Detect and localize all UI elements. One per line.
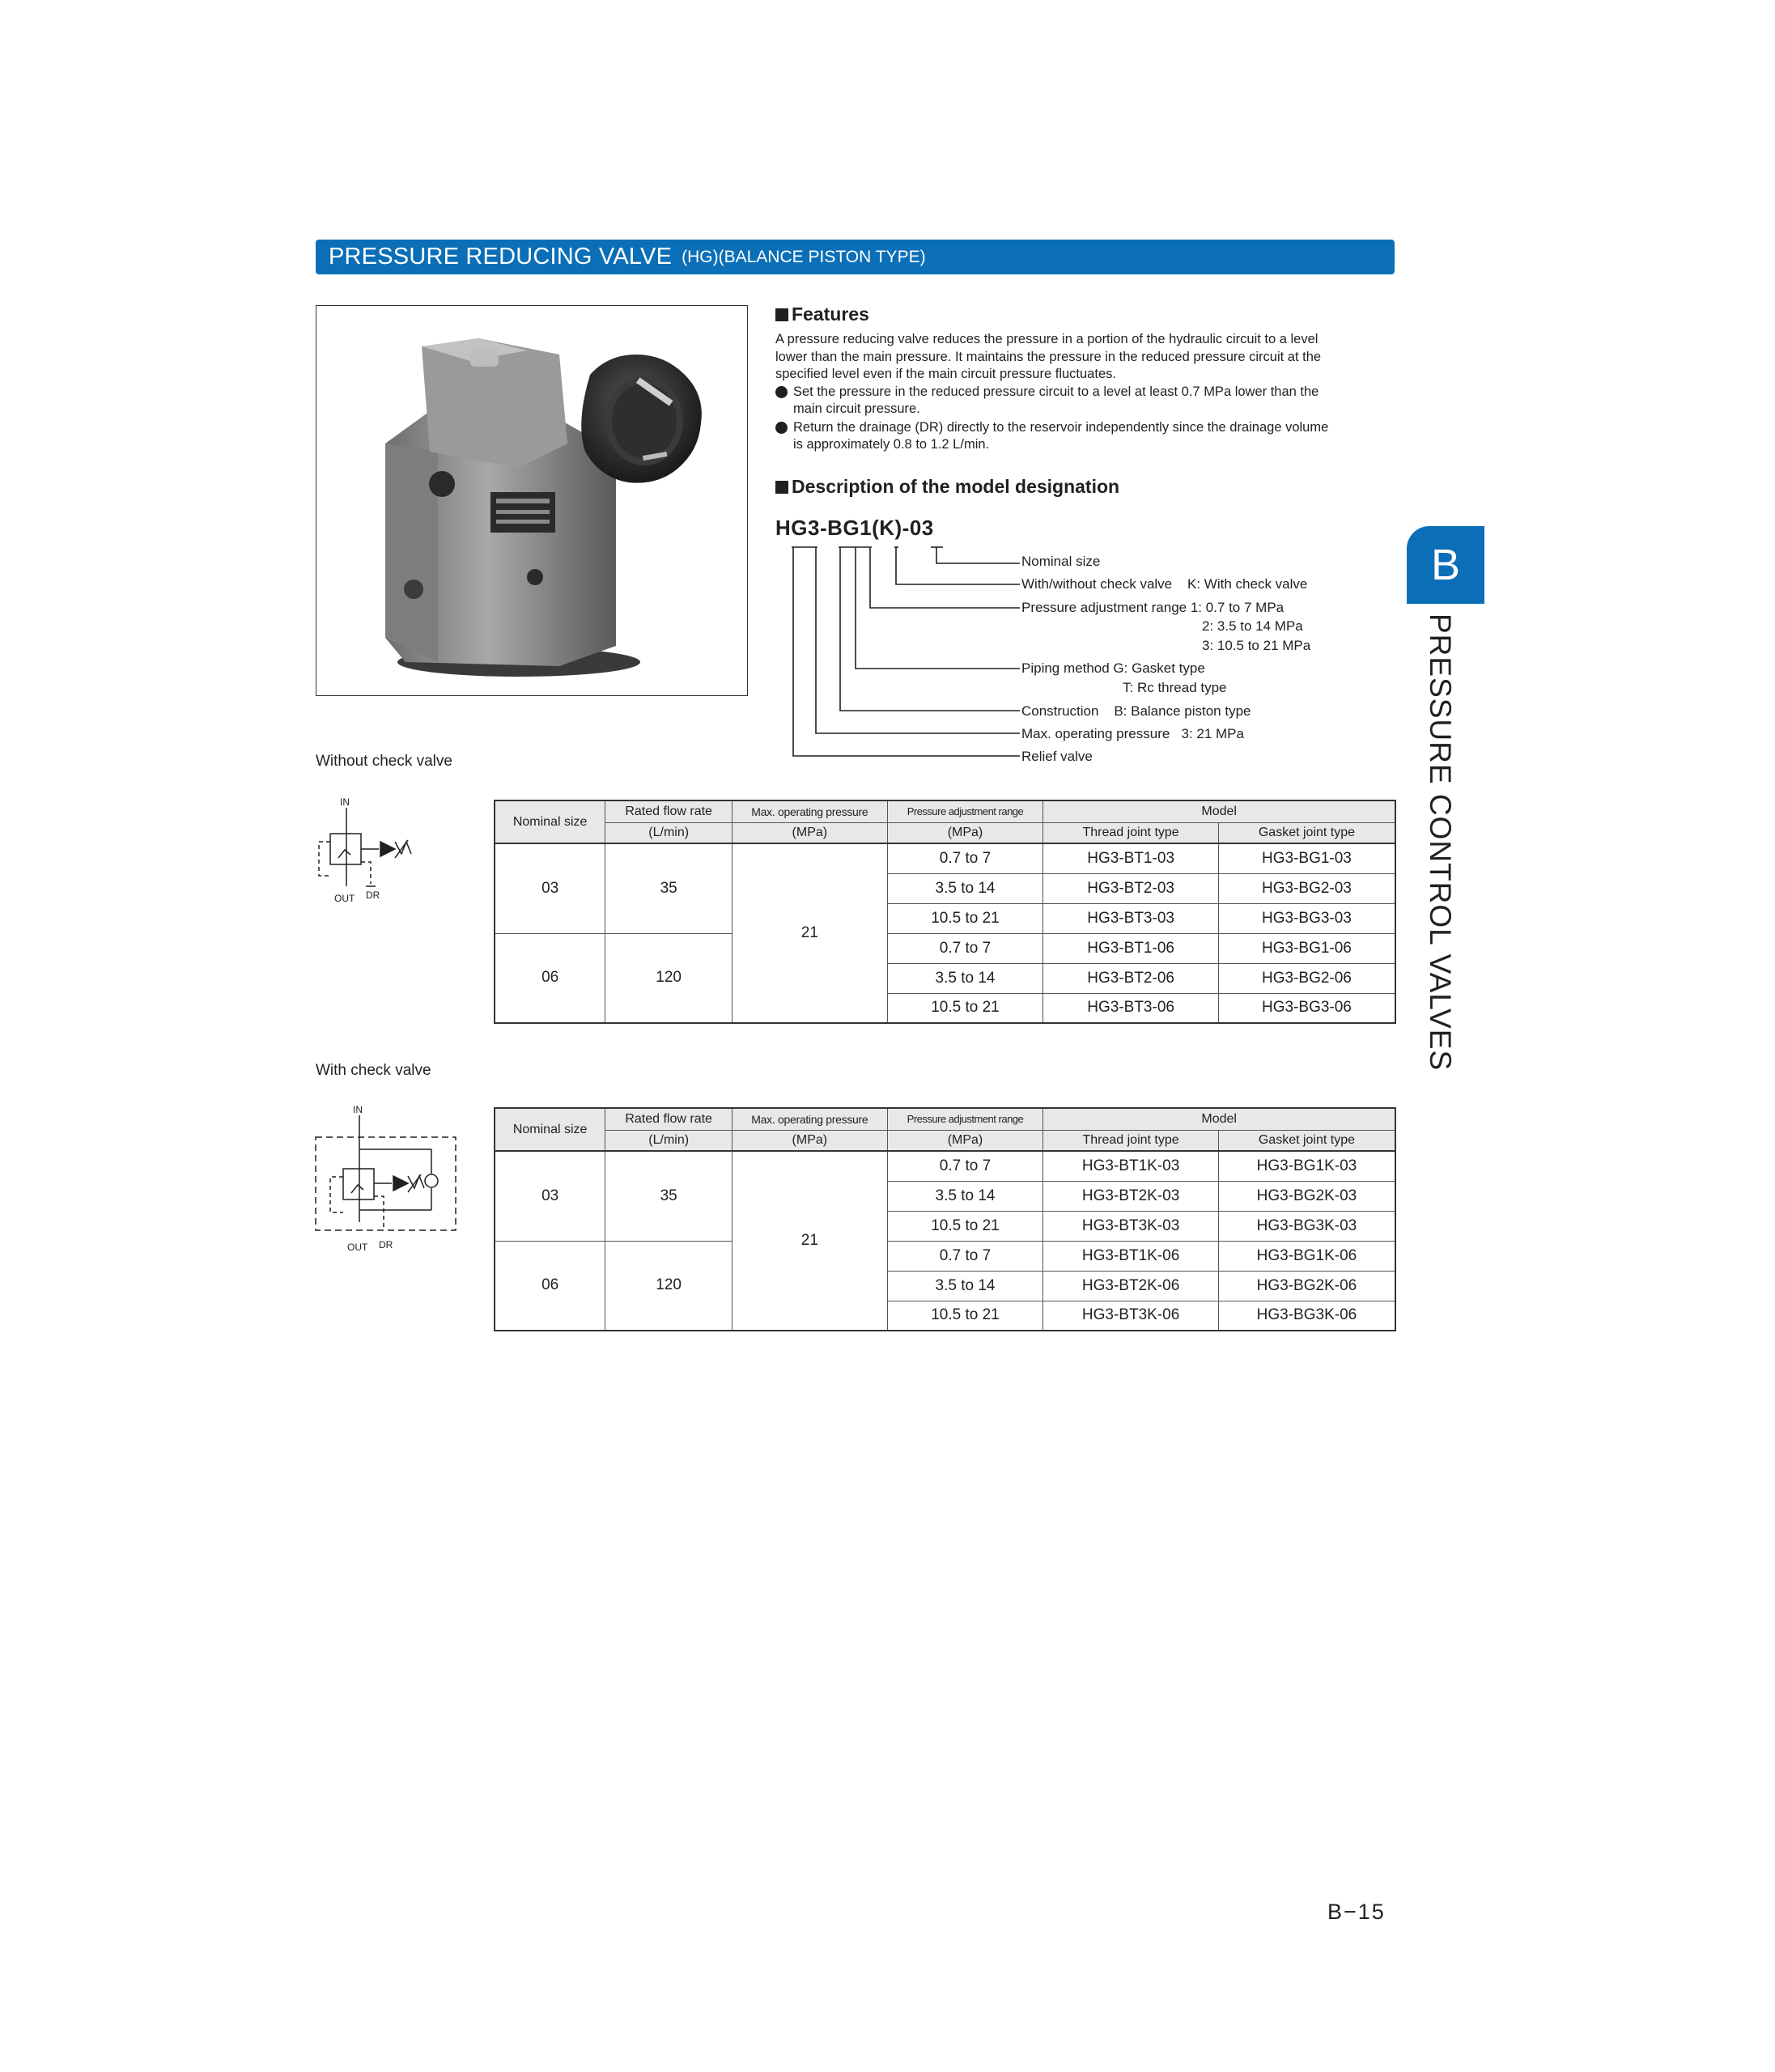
header-nominal-size: Nominal size — [495, 1108, 605, 1151]
desig-pressure-range-2: 2: 3.5 to 14 MPa — [1202, 618, 1303, 634]
header-flow-unit: (L/min) — [605, 822, 733, 843]
desig-piping-method: Piping method G: Gasket type — [1021, 660, 1205, 676]
cell-gasket-model: HG3-BG3-03 — [1218, 903, 1395, 933]
bullet-dot-icon — [775, 422, 788, 434]
header-nominal-size: Nominal size — [495, 800, 605, 843]
page-title: PRESSURE REDUCING VALVE — [329, 244, 673, 270]
caption-with-check: With check valve — [316, 1062, 431, 1079]
caption-without-check: Without check valve — [316, 753, 452, 770]
symbol-out-label: OUT — [334, 893, 355, 904]
header-adjustment-range: Pressure adjustment range — [887, 800, 1043, 822]
cell-thread-model: HG3-BT3K-06 — [1043, 1301, 1219, 1331]
square-bullet-icon — [775, 308, 788, 321]
designation-leader-lines — [769, 541, 1028, 767]
header-adj-unit: (MPa) — [887, 1130, 1043, 1151]
hydraulic-symbol-with-check — [306, 1101, 468, 1263]
designation-heading: Description of the model designation — [775, 476, 1119, 498]
cell-range: 0.7 to 7 — [887, 933, 1043, 963]
cell-max-pressure: 21 — [733, 1151, 888, 1331]
desig-pressure-range-3: 3: 10.5 to 21 MPa — [1202, 638, 1311, 653]
header-adjustment-range: Pressure adjustment range — [887, 1108, 1043, 1130]
cell-gasket-model: HG3-BG2K-06 — [1218, 1271, 1395, 1301]
table-row — [495, 1241, 1395, 1271]
table-row — [495, 843, 1395, 873]
header-flow: Rated flow rate — [605, 1108, 733, 1130]
model-code: HG3-BG1(K)-03 — [775, 516, 934, 540]
header-model: Model — [1043, 800, 1395, 822]
table-row — [495, 1151, 1395, 1181]
header-thread: Thread joint type — [1043, 822, 1219, 843]
hydraulic-symbol-without-check — [306, 793, 427, 906]
header-model: Model — [1043, 1108, 1395, 1130]
cell-thread-model: HG3-BT3-03 — [1043, 903, 1219, 933]
cell-gasket-model: HG3-BG1K-06 — [1218, 1241, 1395, 1271]
cell-max-pressure: 21 — [733, 843, 888, 1023]
cell-flow: 120 — [605, 1241, 733, 1331]
cell-thread-model: HG3-BT3-06 — [1043, 993, 1219, 1023]
cell-gasket-model: HG3-BG1K-03 — [1218, 1151, 1395, 1181]
header-max-pressure: Max. operating pressure — [733, 1108, 888, 1130]
desig-relief-valve: Relief valve — [1021, 749, 1093, 764]
page-subtitle: (HG)(BALANCE PISTON TYPE) — [682, 247, 926, 266]
header-gasket: Gasket joint type — [1218, 1130, 1395, 1151]
cell-flow: 120 — [605, 933, 733, 1023]
cell-gasket-model: HG3-BG1-03 — [1218, 843, 1395, 873]
cell-thread-model: HG3-BT1-06 — [1043, 933, 1219, 963]
cell-gasket-model: HG3-BG2K-03 — [1218, 1181, 1395, 1211]
cell-thread-model: HG3-BT1-03 — [1043, 843, 1219, 873]
header-thread: Thread joint type — [1043, 1130, 1219, 1151]
desig-piping-method-t: T: Rc thread type — [1123, 680, 1227, 695]
spec-table-without-check — [494, 800, 1396, 1024]
cell-thread-model: HG3-BT1K-06 — [1043, 1241, 1219, 1271]
cell-size: 06 — [495, 1241, 605, 1331]
cell-gasket-model: HG3-BG1-06 — [1218, 933, 1395, 963]
header-pressure-unit: (MPa) — [733, 822, 888, 843]
cell-gasket-model: HG3-BG3K-03 — [1218, 1211, 1395, 1241]
desig-construction: Construction B: Balance piston type — [1021, 703, 1251, 719]
cell-thread-model: HG3-BT1K-03 — [1043, 1151, 1219, 1181]
feature-bullet: Return the drainage (DR) directly to the reservoir independently since the drainage volume is approximately 0.8 to 1.2 L/min. — [775, 419, 1399, 453]
cell-range: 10.5 to 21 — [887, 1301, 1043, 1331]
cell-flow: 35 — [605, 1151, 733, 1241]
page-number: B−15 — [1327, 1900, 1386, 1924]
cell-thread-model: HG3-BT2K-03 — [1043, 1181, 1219, 1211]
features-heading: Features — [775, 304, 869, 325]
cell-thread-model: HG3-BT2K-06 — [1043, 1271, 1219, 1301]
header-gasket: Gasket joint type — [1218, 822, 1395, 843]
header-pressure-unit: (MPa) — [733, 1130, 888, 1151]
cell-thread-model: HG3-BT2-06 — [1043, 963, 1219, 993]
section-tab: B — [1407, 526, 1484, 604]
cell-range: 10.5 to 21 — [887, 903, 1043, 933]
square-bullet-icon — [775, 481, 788, 494]
desig-check-valve: With/without check valve K: With check valve — [1021, 576, 1308, 592]
symbol-dr-label: DR — [379, 1239, 393, 1250]
header-flow-unit: (L/min) — [605, 1130, 733, 1151]
symbol-in-label: IN — [353, 1104, 363, 1115]
symbol-out-label: OUT — [347, 1242, 368, 1253]
symbol-dr-label: DR — [366, 890, 380, 901]
cell-range: 10.5 to 21 — [887, 993, 1043, 1023]
features-intro: A pressure reducing valve reduces the pressure in a portion of the hydraulic circuit to a level lower than the main pressure. It maintains the pressure in the reduced pressure circuit at the specified level even if the main circuit pressure fluctuates. — [775, 332, 1322, 381]
cell-thread-model: HG3-BT2-03 — [1043, 873, 1219, 903]
cell-range: 3.5 to 14 — [887, 963, 1043, 993]
valve-image — [316, 306, 747, 695]
cell-size: 03 — [495, 843, 605, 933]
header-max-pressure: Max. operating pressure — [733, 800, 888, 822]
desig-max-pressure: Max. operating pressure 3: 21 MPa — [1021, 726, 1244, 741]
header-adj-unit: (MPa) — [887, 822, 1043, 843]
cell-gasket-model: HG3-BG3-06 — [1218, 993, 1395, 1023]
cell-flow: 35 — [605, 843, 733, 933]
spec-table-with-check — [494, 1107, 1396, 1331]
cell-thread-model: HG3-BT3K-03 — [1043, 1211, 1219, 1241]
symbol-in-label: IN — [340, 796, 350, 808]
cell-range: 3.5 to 14 — [887, 1181, 1043, 1211]
cell-range: 10.5 to 21 — [887, 1211, 1043, 1241]
cell-size: 06 — [495, 933, 605, 1023]
bullet-dot-icon — [775, 386, 788, 398]
cell-gasket-model: HG3-BG3K-06 — [1218, 1301, 1395, 1331]
product-photo — [316, 305, 748, 696]
title-bar — [316, 240, 1395, 274]
desig-nominal-size: Nominal size — [1021, 554, 1101, 569]
cell-range: 3.5 to 14 — [887, 873, 1043, 903]
cell-range: 0.7 to 7 — [887, 1151, 1043, 1181]
cell-gasket-model: HG3-BG2-03 — [1218, 873, 1395, 903]
desig-pressure-range: Pressure adjustment range 1: 0.7 to 7 MPa — [1021, 600, 1285, 615]
table-row — [495, 933, 1395, 963]
cell-range: 0.7 to 7 — [887, 843, 1043, 873]
feature-bullet: Set the pressure in the reduced pressure circuit to a level at least 0.7 MPa lower than the main circuit pressure. — [775, 384, 1399, 418]
section-title-vertical: PRESSURE CONTROL VALVES — [1424, 614, 1457, 1072]
cell-size: 03 — [495, 1151, 605, 1241]
cell-gasket-model: HG3-BG2-06 — [1218, 963, 1395, 993]
cell-range: 0.7 to 7 — [887, 1241, 1043, 1271]
header-flow: Rated flow rate — [605, 800, 733, 822]
cell-range: 3.5 to 14 — [887, 1271, 1043, 1301]
